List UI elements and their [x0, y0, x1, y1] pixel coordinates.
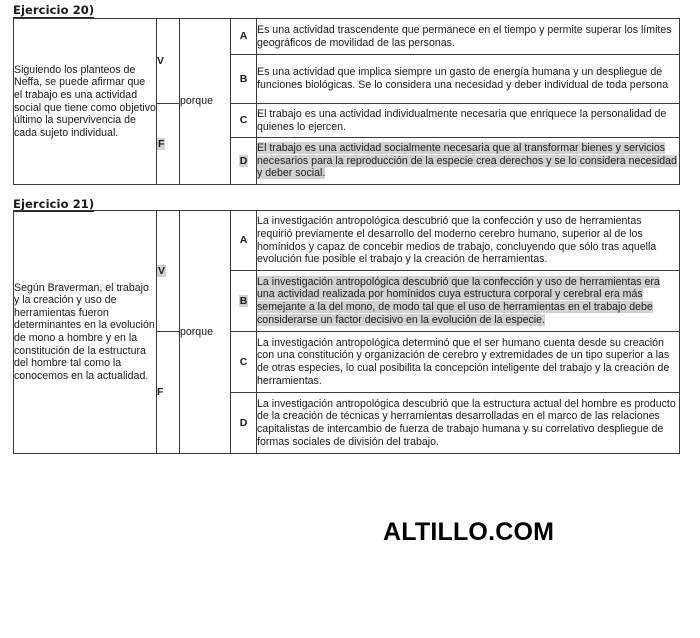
exercise-20-true-option[interactable]: V — [157, 19, 180, 104]
exercise-21-option-c[interactable]: La investigación antropológica determinó que el ser humano cuenta desde su creación con una constitución y organización de cerebro y extremidades de un tipo superior a las de otras especies, lo cual posibilita la concepción inteligente del trabajo y la creación de herramientas. — [257, 332, 680, 393]
exercise-21-option-d[interactable]: La investigación antropológica descubrió que la estructura actual del hombre es producto de la creación de técnicas y herramientas desarrolladas en el marco de las relaciones capitalistas de intercambio de fuerza de trabajo humana y su correlativo despliegue de formas sociales de división del trabajo. — [257, 393, 680, 454]
exercise-21-letter-b[interactable]: B — [231, 271, 257, 332]
exercise-21-connector: porque — [180, 211, 231, 454]
exercise-20-title: Ejercicio 20) — [13, 3, 95, 17]
exercise-20-option-d[interactable]: El trabajo es una actividad socialmente necesaria que al transformar bienes y servicios necesarios para la reproducción de la especie crea derechos y se lo considera necesidad y deber social. — [257, 138, 680, 185]
exercise-21-statement: Según Braverman, el trabajo y la creación y uso de herramientas fueron determinantes en la evolución de mono a hombre y en la constitución de la estructura del hombre tal como la conocemos en la actualidad. — [14, 211, 157, 454]
exercise-20-statement: Siguiendo los planteos de Neffa, se puede afirmar que el trabajo es una actividad social que tiene como objetivo último la supervivencia de cada sujeto individual. — [14, 19, 157, 185]
exercise-21-letter-a[interactable]: A — [231, 211, 257, 271]
exercise-20-letter-b[interactable]: B — [231, 55, 257, 104]
exercise-21-option-b[interactable]: La investigación antropológica descubrió que la confección y uso de herramientas era una actividad realizada por homínidos cuya estructura corporal y cerebral era más semejante a la del mono, de modo tal que el uso de herramientas en el trabajo debe considerarse un factor decisivo en la evolución de la especie. — [257, 271, 680, 332]
exercise-21-true-option[interactable]: V — [157, 211, 180, 332]
exercise-20-option-b[interactable]: Es una actividad que implica siempre un gasto de energía humana y un despliegue de funciones biológicas. Se lo considera una necesidad y deber individual de toda persona — [257, 55, 680, 104]
exercise-21-title: Ejercicio 21) — [13, 197, 95, 211]
exercise-20-letter-c[interactable]: C — [231, 104, 257, 138]
exercise-20-option-a[interactable]: Es una actividad trascendente que permanece en el tiempo y permite superar los límites geográficos de movilidad de las personas. — [257, 19, 680, 55]
exercise-21-option-a[interactable]: La investigación antropológica descubrió que la confección y uso de herramientas requirió previamente el desarrollo del moderno cerebro humano, superior al de los homínidos y capaz de concebir medios de trabajo, concluyendo que sólo tras aquella evolución fue posible el trabajo y la creación de herramientas. — [257, 211, 680, 271]
exercise-20-connector: porque — [180, 19, 231, 185]
exercise-20-false-option[interactable]: F — [157, 104, 180, 185]
exercise-20-letter-d[interactable]: D — [231, 138, 257, 185]
exercise-21-letter-d[interactable]: D — [231, 393, 257, 454]
exercise-21-letter-c[interactable]: C — [231, 332, 257, 393]
exercise-20-letter-a[interactable]: A — [231, 19, 257, 55]
exercise-21-false-option[interactable]: F — [157, 332, 180, 454]
site-logo[interactable]: ALTILLO.COM — [383, 518, 555, 546]
exercise-20-option-c[interactable]: El trabajo es una actividad individualmente necesaria que enriquece la personalidad de quienes lo ejercen. — [257, 104, 680, 138]
exercise-20-table — [13, 18, 680, 185]
exercise-21-table — [13, 210, 680, 454]
